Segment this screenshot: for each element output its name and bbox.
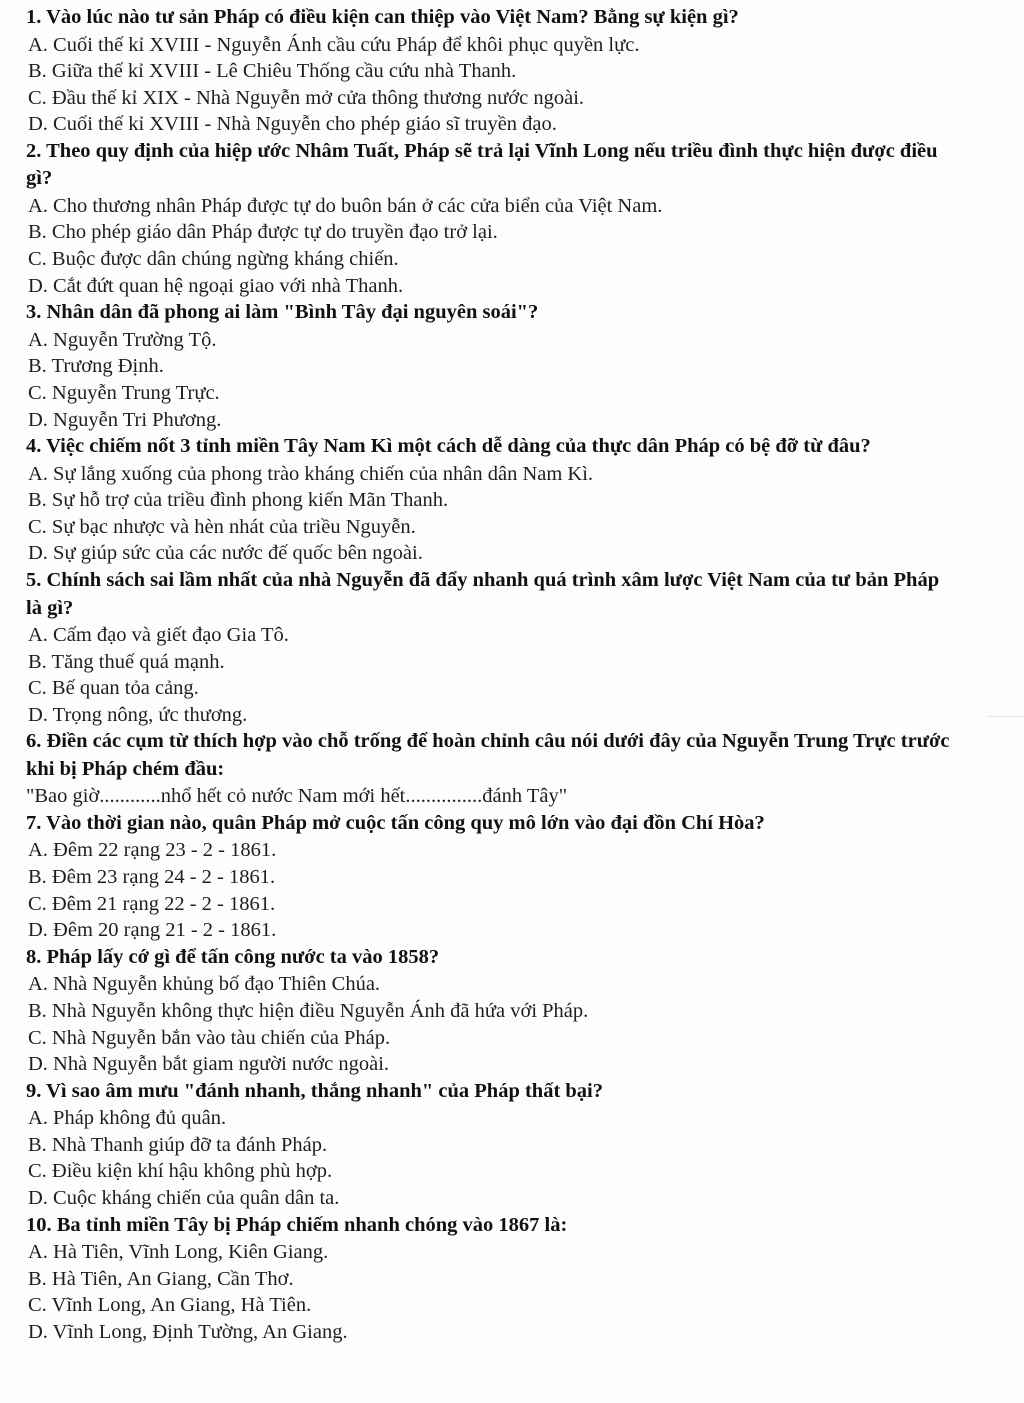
- option-d: D. Cuối thế kỉ XVIII - Nhà Nguyễn cho phép giáo sĩ truyền đạo.: [28, 113, 557, 136]
- question-text: 1. Vào lúc nào tư sản Pháp có điều kiện can thiệp vào Việt Nam? Bằng sự kiện gì?: [26, 6, 739, 28]
- option-a: A. Pháp không đủ quân.: [28, 1107, 227, 1130]
- option-a: A. Sự lắng xuống của phong trào kháng chiến của nhân dân Nam Kì.: [28, 462, 594, 485]
- option-c: C. Buộc được dân chúng ngừng kháng chiến.: [28, 248, 399, 271]
- option-d: D. Vĩnh Long, Định Tường, An Giang.: [28, 1320, 348, 1343]
- option-d: D. Cắt đứt quan hệ ngoại giao với nhà Thanh.: [28, 274, 404, 297]
- option-b: B. Giữa thế kỉ XVIII - Lê Chiêu Thống cầu cứu nhà Thanh.: [28, 60, 517, 83]
- question-text: 7. Vào thời gian nào, quân Pháp mở cuộc tấn công quy mô lớn vào đại đồn Chí Hòa?: [26, 811, 765, 834]
- question-text: 6. Điền các cụm từ thích hợp vào chỗ trống để hoàn chỉnh câu nói dưới đây của Nguyễn Trung Trực trước khi bị Pháp chém đầu:: [26, 730, 950, 780]
- question-3: [26, 299, 954, 433]
- question-2: [26, 138, 954, 299]
- option-c: C. Nguyễn Trung Trực.: [28, 381, 220, 404]
- option-d: D. Trọng nông, ức thương.: [28, 703, 248, 726]
- question-7: [26, 810, 954, 944]
- question-5: [26, 567, 954, 728]
- option-b: B. Đêm 23 rạng 24 - 2 - 1861.: [28, 866, 276, 889]
- question-text: 5. Chính sách sai lầm nhất của nhà Nguyễn đã đẩy nhanh quá trình xâm lược Việt Nam của tư bản Pháp là gì?: [26, 569, 940, 619]
- option-a: A. Cuối thế kỉ XVIII - Nguyễn Ánh cầu cứu Pháp để khôi phục quyền lực.: [28, 33, 640, 56]
- option-c: C. Sự bạc nhược và hèn nhát của triều Nguyễn.: [28, 515, 416, 538]
- question-10: [26, 1212, 954, 1346]
- option-d: D. Sự giúp sức của các nước đế quốc bên ngoài.: [28, 542, 423, 565]
- option-a: A. Nguyễn Trường Tộ.: [28, 328, 217, 351]
- question-text: 3. Nhân dân đã phong ai làm "Bình Tây đại nguyên soái"?: [26, 301, 539, 324]
- option-a: A. Cho thương nhân Pháp được tự do buôn bán ở các cửa biển của Việt Nam.: [28, 194, 663, 217]
- question-4: [26, 433, 954, 567]
- fill-in-sentence: "Bao giờ............nhổ hết cỏ nước Nam mới hết...............đánh Tây": [26, 785, 568, 808]
- option-b: B. Trương Định.: [28, 355, 164, 378]
- option-d: D. Nguyễn Tri Phương.: [28, 408, 222, 431]
- question-9: [26, 1078, 954, 1212]
- question-1: [26, 4, 954, 138]
- option-b: B. Cho phép giáo dân Pháp được tự do truyền đạo trở lại.: [28, 221, 498, 244]
- option-b: B. Nhà Nguyễn không thực hiện điều Nguyễn Ánh đã hứa với Pháp.: [28, 999, 589, 1022]
- option-c: C. Nhà Nguyễn bắn vào tàu chiến của Pháp.: [28, 1026, 391, 1049]
- question-8: [26, 944, 954, 1078]
- option-c: C. Đêm 21 rạng 22 - 2 - 1861.: [28, 892, 276, 915]
- page-edge-divider: [988, 716, 1024, 717]
- option-a: A. Hà Tiên, Vĩnh Long, Kiên Giang.: [28, 1241, 329, 1264]
- option-c: C. Điều kiện khí hậu không phù hợp.: [28, 1160, 333, 1183]
- question-text: 2. Theo quy định của hiệp ước Nhâm Tuất, Pháp sẽ trả lại Vĩnh Long nếu triều đình thực hiện được điều gì?: [26, 139, 938, 190]
- option-c: C. Bế quan tỏa cảng.: [28, 677, 199, 700]
- option-a: A. Đêm 22 rạng 23 - 2 - 1861.: [28, 839, 277, 862]
- option-c: C. Vĩnh Long, An Giang, Hà Tiên.: [28, 1294, 312, 1317]
- question-text: 4. Việc chiếm nốt 3 tỉnh miền Tây Nam Kì một cách dễ dàng của thực dân Pháp có bệ đỡ từ đâu?: [26, 435, 871, 458]
- option-b: B. Nhà Thanh giúp đỡ ta đánh Pháp.: [28, 1133, 328, 1156]
- option-d: D. Nhà Nguyễn bắt giam người nước ngoài.: [28, 1053, 390, 1076]
- option-b: B. Tăng thuế quá mạnh.: [28, 650, 225, 673]
- option-b: B. Hà Tiên, An Giang, Cần Thơ.: [28, 1267, 294, 1290]
- question-text: 8. Pháp lấy cớ gì để tấn công nước ta vào 1858?: [26, 945, 440, 968]
- question-6: [26, 728, 954, 810]
- option-b: B. Sự hỗ trợ của triều đình phong kiến Mãn Thanh.: [28, 489, 449, 512]
- option-d: D. Cuộc kháng chiến của quân dân ta.: [28, 1187, 340, 1209]
- option-a: A. Cấm đạo và giết đạo Gia Tô.: [28, 624, 289, 646]
- option-d: D. Đêm 20 rạng 21 - 2 - 1861.: [28, 919, 277, 942]
- option-a: A. Nhà Nguyễn khủng bố đạo Thiên Chúa.: [28, 973, 381, 996]
- option-c: C. Đầu thế kỉ XIX - Nhà Nguyễn mở cửa thông thương nước ngoài.: [28, 86, 585, 109]
- question-text: 9. Vì sao âm mưu "đánh nhanh, thắng nhanh" của Pháp thất bại?: [26, 1079, 603, 1102]
- question-text: 10. Ba tỉnh miền Tây bị Pháp chiếm nhanh chóng vào 1867 là:: [26, 1213, 568, 1236]
